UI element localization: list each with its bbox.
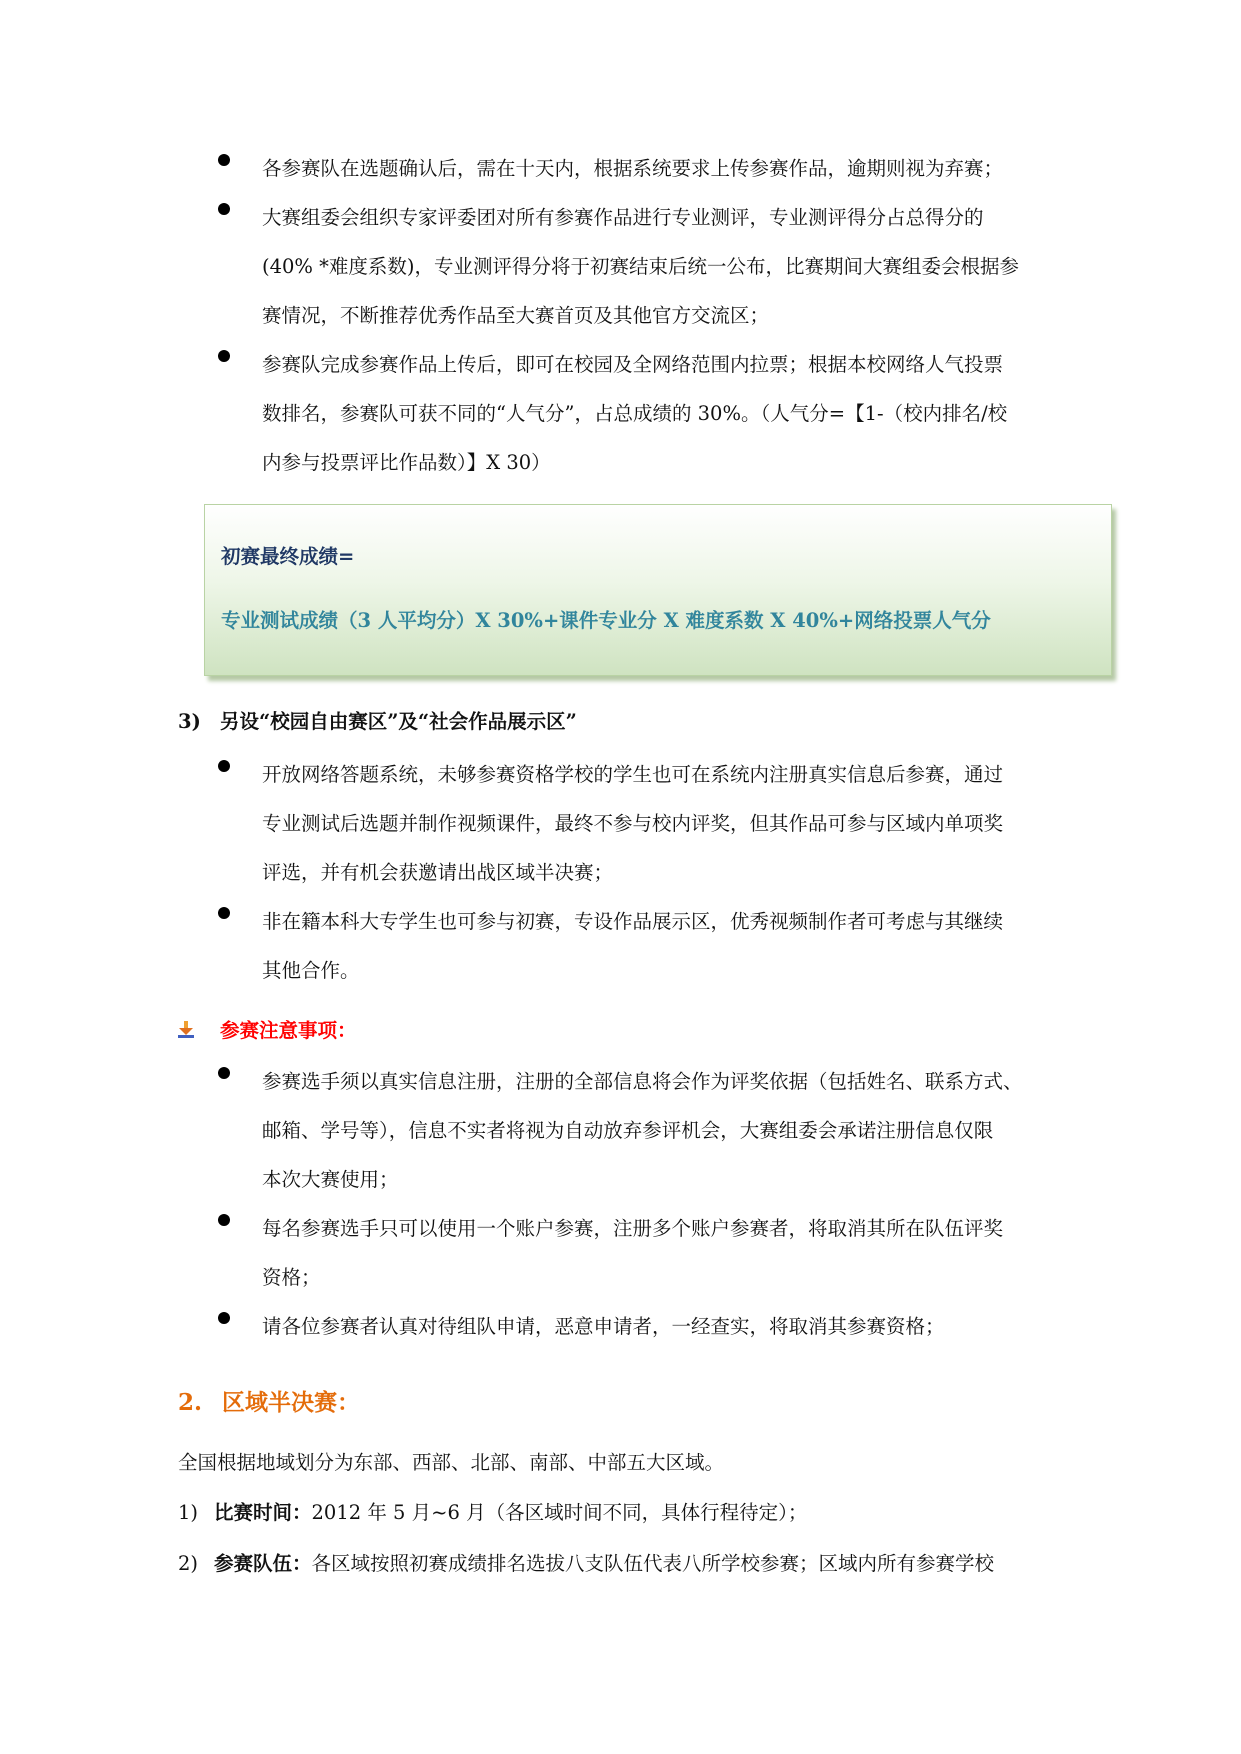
- text-line: 本次大赛使用；: [262, 1168, 399, 1191]
- bullet-dot-icon: [218, 154, 230, 166]
- arrow-down-icon: [178, 1019, 220, 1042]
- heading-number: 2.: [178, 1389, 203, 1416]
- text-line: 参赛选手须以真实信息注册，注册的全部信息将会作为评奖依据（包括姓名、联系方式、: [262, 1070, 1023, 1093]
- text-line: 内参与投票评比作品数）】X 30）: [262, 451, 551, 474]
- heading-regional-semifinal: [178, 1384, 360, 1417]
- bullet-item-upload-deadline: [226, 144, 1096, 193]
- formula-box: [204, 504, 1112, 676]
- bullet-item-popularity-vote: [226, 340, 1096, 487]
- formula-title: 初赛最终成绩=: [221, 545, 355, 568]
- bullet-dot-icon: [218, 1312, 230, 1324]
- formula-text: 专业测试成绩（3 人平均分）X 30%+课件专业分 X 难度系数 X 40%+网络投票人气分: [221, 609, 991, 632]
- text-line: (40% *难度系数)，专业测评得分将于初赛结束后统一公布，比赛期间大赛组委会根据参: [262, 255, 1020, 278]
- text-line: 非在籍本科大专学生也可参与初赛，专设作品展示区，优秀视频制作者可考虑与其继续: [262, 910, 1004, 933]
- text-line: 资格；: [262, 1266, 321, 1289]
- bullet-item-expert-review: [226, 193, 1096, 340]
- bullet-item-single-account: [226, 1204, 1096, 1302]
- bullet-item-non-enrolled: [226, 897, 1096, 995]
- item-text: 2012 年 5 月~6 月（各区域时间不同，具体行程待定）；: [311, 1501, 808, 1524]
- item-text: 各区域按照初赛成绩排名选拔八支队伍代表八所学校参赛；区域内所有参赛学校: [311, 1552, 995, 1575]
- text-line: 评选，并有机会获邀请出战区域半决赛；: [262, 861, 614, 884]
- text-line: 专业测试后选题并制作视频课件，最终不参与校内评奖，但其作品可参与区域内单项奖: [262, 812, 1004, 835]
- item-label: 比赛时间：: [214, 1501, 312, 1524]
- bullet-item-real-info: [226, 1057, 1096, 1204]
- bullet-dot-icon: [218, 350, 230, 362]
- bullet-dot-icon: [218, 907, 230, 919]
- text-line: 大赛组委会组织专家评委团对所有参赛作品进行专业测评，专业测评得分占总得分的: [262, 206, 984, 229]
- text-line: 数排名，参赛队可获不同的“人气分”，占总成绩的 30%。（人气分=【1-（校内排名/校: [262, 402, 1008, 425]
- text-line: 各参赛队在选题确认后，需在十天内，根据系统要求上传参赛作品，逾期则视为弃赛；: [262, 157, 1004, 180]
- text-line: 请各位参赛者认真对待组队申请，恶意申请者，一经查实，将取消其参赛资格；: [262, 1315, 945, 1338]
- text-line: 邮箱、学号等），信息不实者将视为自动放弃参评机会，大赛组委会承诺注册信息仅限: [262, 1119, 994, 1142]
- bullet-dot-icon: [218, 203, 230, 215]
- bullet-item-team-request: [226, 1302, 1096, 1351]
- text-line: 赛情况，不断推荐优秀作品至大赛首页及其他官方交流区；: [262, 304, 770, 327]
- section-number: 3): [178, 710, 201, 733]
- item-number: 1): [178, 1501, 199, 1524]
- bullet-dot-icon: [218, 760, 230, 772]
- numbered-item-schedule: [178, 1497, 807, 1525]
- bullet-item-open-system: [226, 750, 1096, 897]
- notice-heading: [178, 1015, 357, 1043]
- notice-title: 参赛注意事项：: [220, 1019, 357, 1042]
- numbered-item-teams: [178, 1548, 994, 1576]
- item-label: 参赛队伍：: [214, 1552, 312, 1575]
- intro-paragraph: 全国根据地域划分为东部、西部、北部、南部、中部五大区域。: [178, 1451, 725, 1474]
- section-heading: [178, 706, 577, 734]
- bullet-dot-icon: [218, 1067, 230, 1079]
- bullet-dot-icon: [218, 1214, 230, 1226]
- text-line: 每名参赛选手只可以使用一个账户参赛，注册多个账户参赛者，将取消其所在队伍评奖: [262, 1217, 1004, 1240]
- heading-title: 区域半决赛：: [222, 1389, 360, 1416]
- text-line: 开放网络答题系统，未够参赛资格学校的学生也可在系统内注册真实信息后参赛，通过: [262, 763, 1004, 786]
- section-title: 另设“校园自由赛区”及“社会作品展示区”: [220, 710, 577, 733]
- text-line: 参赛队完成参赛作品上传后，即可在校园及全网络范围内拉票；根据本校网络人气投票: [262, 353, 1004, 376]
- text-line: 其他合作。: [262, 959, 360, 982]
- item-number: 2): [178, 1552, 199, 1575]
